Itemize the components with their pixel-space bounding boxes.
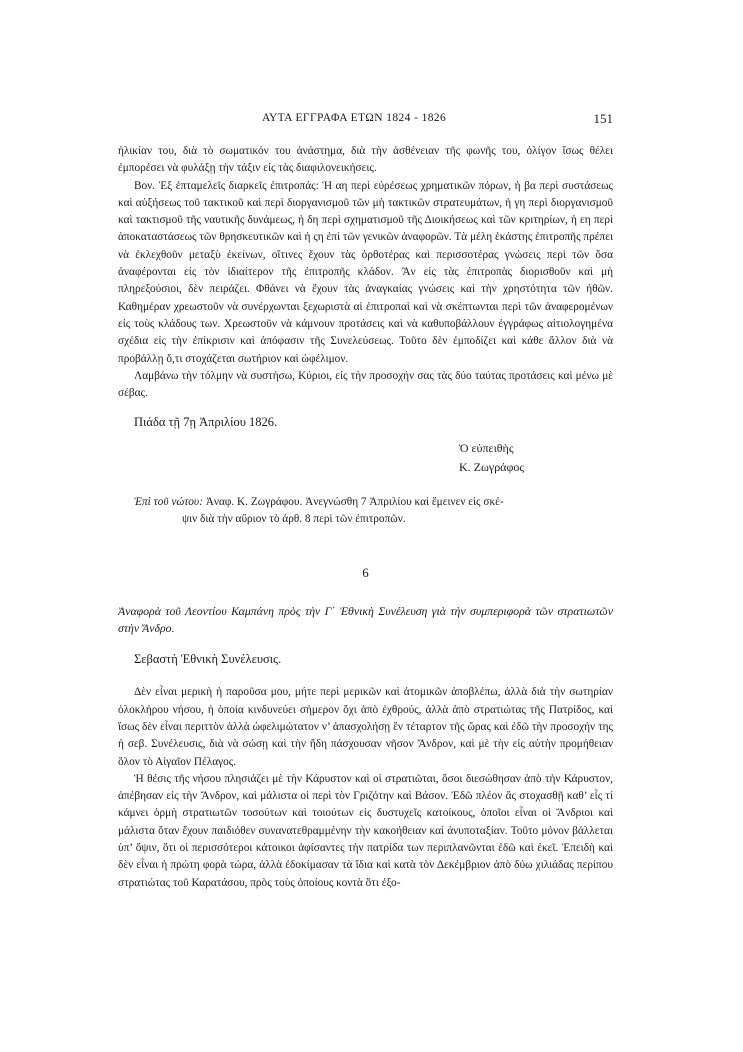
salutation: Σεβαστὴ Ἐθνικὴ Συνέλευσις.: [134, 652, 282, 667]
note-text: Ἀναφ. Κ. Ζωγράφου. Ἀνεγνώσθη 7 Ἀπριλίου καὶ ἔμεινεν εἰς σκέ-: [205, 495, 504, 508]
document-number: 6: [362, 564, 369, 580]
letter-paragraph: Λαμβάνω τὴν τόλμην νὰ συστήσω, Κύριοι, εἰς τὴν προσοχήν σας τὰς δύο ταύτας προτάσεις καὶ μένω μὲ σέβας.: [118, 369, 613, 400]
letter-paragraph: Βον. Ἐξ ἐπταμελεῖς διαρκεῖς ἐπιτροπάς: Ἡ αη περὶ εὑρέσεως χρηματικῶν πόρων, ἡ βα περὶ συστάσεως καὶ αὐξήσεως τοῦ τακτικοῦ καὶ περὶ διοργανισμοῦ τῶν μὴ τακτικῶν στρατευμάτων, ἡ γη περὶ διοργανισμοῦ καὶ τακτισμοῦ τῆς ναυτικῆς δυνάμεως, ἡ δη περὶ σχηματισμοῦ τῆς Διοικήσεως καὶ τῶν κριτηρίων, ἡ εη περὶ ἀποκαταστάσεως τῶν θρησκευτικῶν καὶ ἡ ςη ἐπὶ τῶν γενικῶν ἀναφορῶν. Τὰ μέλη ἑκάστης ἐπιτροπῆς πρέπει νὰ ἐκλεχθοῦν μεταξὺ ἐκείνων, οἵτινες ἔχουν τὰς ὀρθοτέρας καὶ περισσοτέρας γνώσεις περὶ τῶν ὅσα ἀναφέρονται εἰς τὸν ἰδιαίτερον τῆς ἐπιτροπῆς κλάδον. Ἂν εἰς τὰς ἐπιτροπὰς διορισθοῦν καὶ μὴ πληρεξούσιοι, δὲν πειράζει. Φθάνει νὰ ἔχουν τὰς ἀναγκαίας γνώσεις καὶ τὴν χρηστότητα τῶν ἠθῶν. Καθημέραν χρεωστοῦν νὰ συνέρχωνται ξεχωριστὰ αἱ ἐπιτροπαὶ καὶ νὰ σκέπτωνται περὶ τῶν ἀναφερομένων εἰς τοὺς κλάδους των. Χρεωστοῦν νὰ κάμνουν προτάσεις καὶ νὰ καθυποβάλλουν ἐγγράφως αἰτιολογημένα σχέδια εἰς τὴν ἐπίκρισιν καὶ ἀπόφασιν τῆς Συνελεύσεως. Τοῦτο δὲν ἐμποδίζει καὶ κάθε ἄλλον διὰ νὰ προβάλλῃ ὅ,τι στοχάζεται σωτήριον καὶ ὠφέλιμον.: [118, 179, 613, 365]
document-body: [118, 684, 613, 892]
date-line: Πιάδα τῇ 7ῃ Ἀπριλίου 1826.: [134, 415, 278, 430]
document-title: Ἀναφορὰ τοῦ Λεοντίου Καμπάνη πρὸς τὴν Γ΄ Ἐθνικὴ Συνέλευση γιὰ τὴν συμπεριφορὰ τῶν στρατιωτῶν στὴν Ἄνδρο.: [118, 604, 613, 636]
endorsement-note: [118, 494, 613, 528]
signature-closing: Ὁ εὐπειθὴς: [459, 440, 514, 455]
signature-block: [118, 439, 613, 477]
signature-name: Κ. Ζωγράφος: [459, 459, 525, 474]
note-continuation: ψιν διὰ τὴν αὔριον τὸ ἀρθ. 8 περὶ τῶν ἐπιτροπῶν.: [182, 512, 406, 525]
page-header: [0, 112, 743, 130]
page-content: [118, 143, 613, 892]
document-paragraph: Δὲν εἶναι μερικὴ ἡ παροῦσα μου, μήτε περὶ μερικῶν καὶ ἀτομικῶν ἀποβλέπω, ἀλλὰ διὰ τὴν σωτηρίαν ὁλοκλήρου νήσου, ἡ ὁποία κινδυνεύει σήμερον ὄχι ἀπὸ ἐχθρούς, ἀλλὰ ἀπὸ στρατιώτας τῆς Πατρίδος, καὶ ἴσως δὲν εἶναι περιττὸν ἀλλὰ ὠφελιμώτατον ν’ ἀπασχολήσῃ ἓν τέταρτον τῆς ὥρας καὶ ἐδῶ τὴν προσοχήν της ἡ σεβ. Συνέλευσις, διὰ νὰ σώσῃ καὶ τὴν ἤδη πάσχουσαν νῆσον Ἄνδρον, καὶ μὲ τὴν εἰς αὐτὴν προμήθειαν ὅλον τὸ Αἰγαῖον Πέλαγος.: [118, 686, 613, 768]
running-title: ΑΥΤΑ ΕΓΓΡΑΦΑ ΕΤΩΝ 1824 - 1826: [262, 112, 447, 124]
letter-paragraph: ἡλικίαν του, διὰ τὸ σωματικόν του ἀνάστημα, διὰ τὴν ἀσθένειαν τῆς φωνῆς του, ὀλίγον ἴσως θέλει ἐμπορέσει νὰ φυλάξῃ τὴν τάξιν εἰς τὰς διαφιλονεικήσεις.: [118, 145, 613, 175]
letter-body: [118, 143, 613, 432]
note-label: Ἐπὶ τοῦ νώτου:: [134, 495, 203, 508]
document-paragraph: Ἡ θέσις τῆς νήσου πλησιάζει μὲ τὴν Κάρυστον καὶ οἱ στρατιῶται, ὅσοι διεσώθησαν ἀπὸ τὴν Κάρυστον, ἀπέβησαν εἰς τὴν Ἄνδρον, καὶ μάλιστα οἱ περὶ τὸν Γριζότην καὶ Βάσον. Ἐδῶ πλέον ἂς στοχασθῇ καθ’ εἷς τί κάμνει ὁρμὴ στρατιωτῶν τοσούτων καὶ τοιούτων εἰς δυστυχεῖς κατοίκους, ὁποῖοι εἶναι οἱ Ἄνδριοι καὶ μάλιστα ὅταν ἔχουν παιδιόθεν συνανατεθραμμένην τὴν κακοήθειαν καὶ ἀνυποταξίαν. Τοῦτο μόνον βάλλεται ὑπ’ ὄψιν, ὅτι οἱ περισσότεροι κάτοικοι ἀφίσαντες τὴν πατρίδα των περιπλανῶνται ἐδῶ καὶ ἐκεῖ. Ἐπειδὴ καὶ δὲν εἶναι ἡ πρώτη φορὰ τώρα, ἀλλὰ ἐδοκίμασαν τὰ ἴδια καὶ κατὰ τὸν Δεκέμβριον ἀπὸ δύω χιλιάδας περίπου στρατιώτας τοῦ Καρατάσου, πρὸς τοὺς ὁποίους κοντὰ ὅτι ἐξο-: [118, 772, 613, 889]
page-number: 151: [593, 111, 613, 126]
